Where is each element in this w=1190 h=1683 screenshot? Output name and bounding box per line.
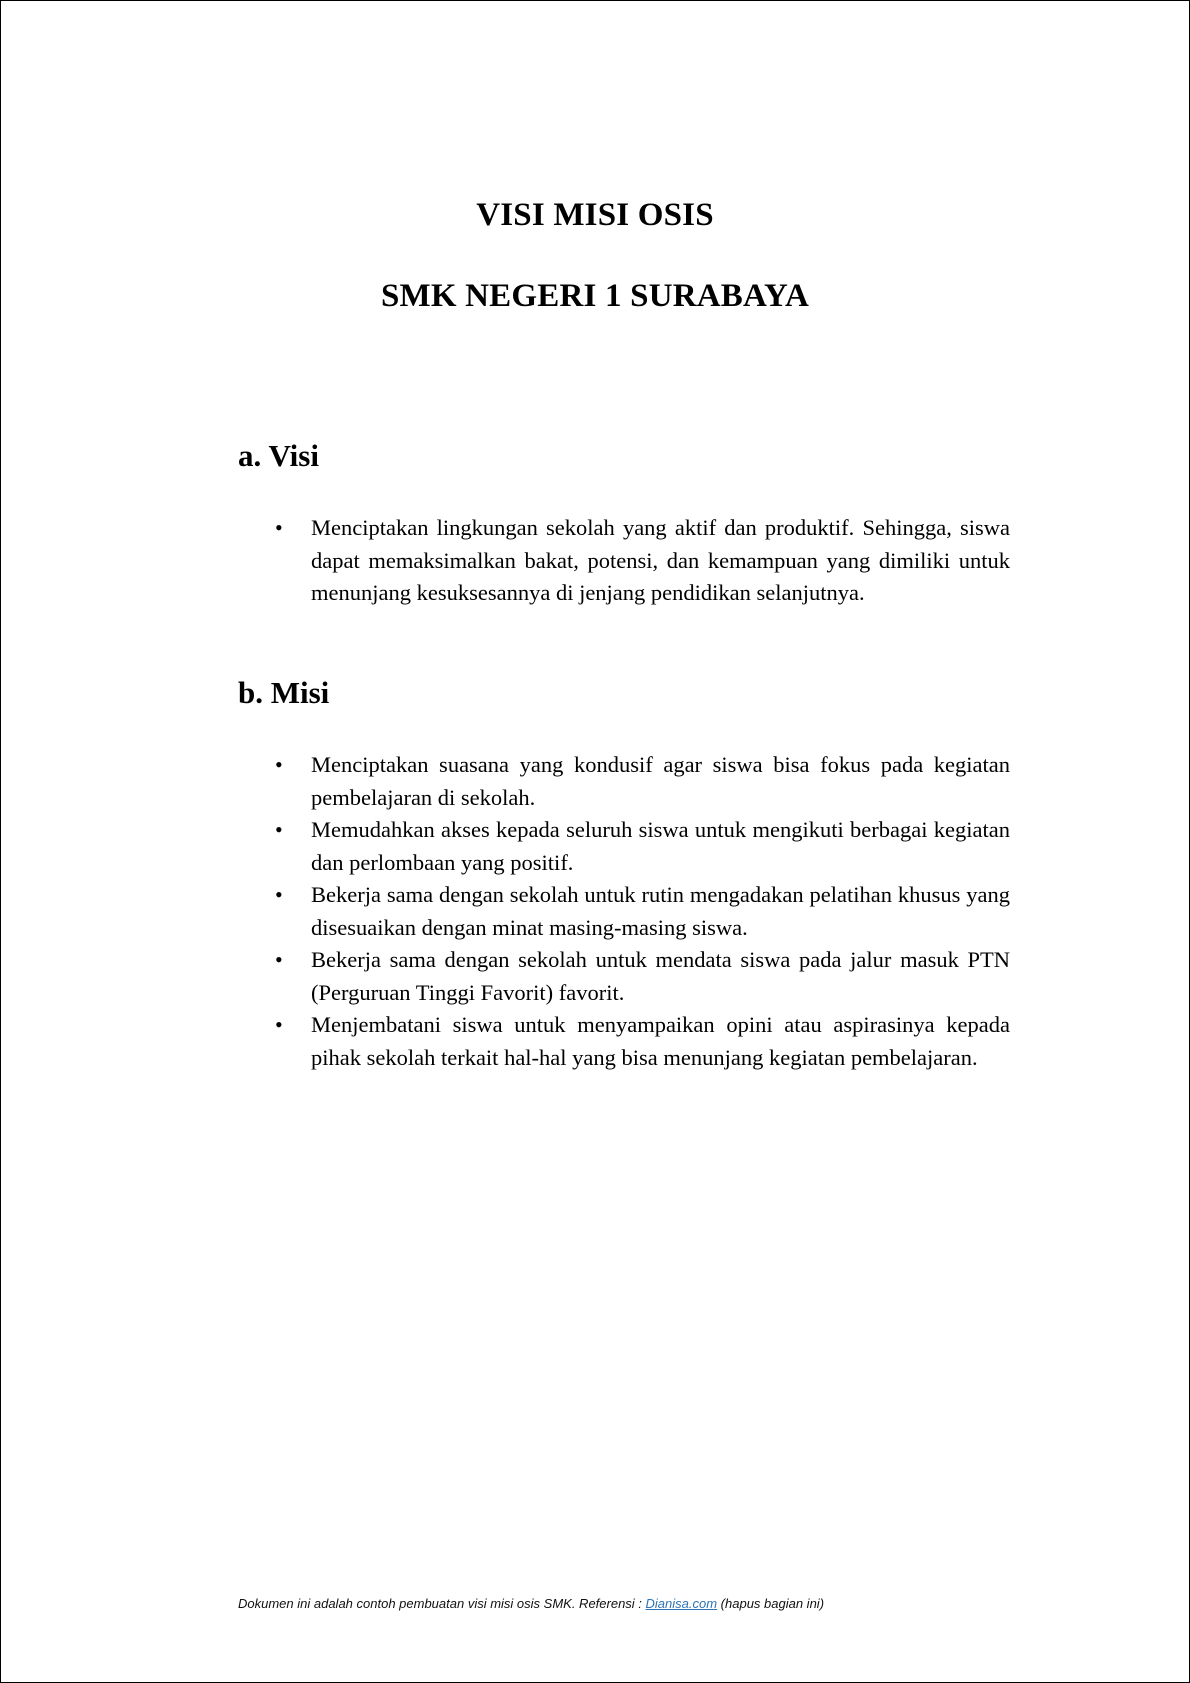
bullet-icon: • (275, 1012, 283, 1037)
bullet-icon: • (275, 817, 283, 842)
footer-text: Dokumen ini adalah contoh pembuatan visi misi osis SMK. Referensi : (238, 1596, 646, 1611)
list-item-text: Memudahkan akses kepada seluruh siswa untuk mengikuti berbagai kegiatan dan perlombaan yang positif. (311, 817, 1010, 875)
bullet-icon: • (275, 752, 283, 777)
visi-list (273, 512, 1010, 610)
list-item-text: Menciptakan lingkungan sekolah yang aktif dan produktif. Sehingga, siswa dapat memaksimalkan bakat, potensi, dan kemampuan yang dimiliki untuk menunjang kesuksesannya di jenjang pendidikan selanjutnya. (311, 515, 1010, 605)
document-title: VISI MISI OSIS (476, 197, 714, 233)
document-subtitle: SMK NEGERI 1 SURABAYA (380, 278, 810, 314)
footer-text-after: (hapus bagian ini) (717, 1596, 825, 1611)
bullet-icon: • (275, 515, 283, 540)
list-item (273, 512, 1010, 610)
section-heading-misi: b. Misi (238, 675, 330, 710)
list-item-text: Bekerja sama dengan sekolah untuk mendata siswa pada jalur masuk PTN (Perguruan Tinggi Favorit) favorit. (311, 947, 1010, 1005)
bullet-icon: • (275, 947, 283, 972)
list-item (273, 879, 1010, 944)
reference-link[interactable]: Dianisa.com (645, 1596, 718, 1611)
list-item-text: Menciptakan suasana yang kondusif agar siswa bisa fokus pada kegiatan pembelajaran di sekolah. (311, 752, 1010, 810)
bullet-icon: • (275, 882, 283, 907)
list-item (273, 814, 1010, 879)
section-heading-visi: a. Visi (238, 438, 319, 473)
list-item-text: Menjembatani siswa untuk menyampaikan opini atau aspirasinya kepada pihak sekolah terkait hal-hal yang bisa menunjang kegiatan pembelajaran. (311, 1012, 1010, 1070)
footer-note (238, 1596, 824, 1611)
misi-list (273, 749, 1010, 1074)
list-item (273, 944, 1010, 1009)
list-item (273, 749, 1010, 814)
list-item-text: Bekerja sama dengan sekolah untuk rutin mengadakan pelatihan khusus yang disesuaikan dengan minat masing-masing siswa. (311, 882, 1010, 940)
list-item (273, 1009, 1010, 1074)
